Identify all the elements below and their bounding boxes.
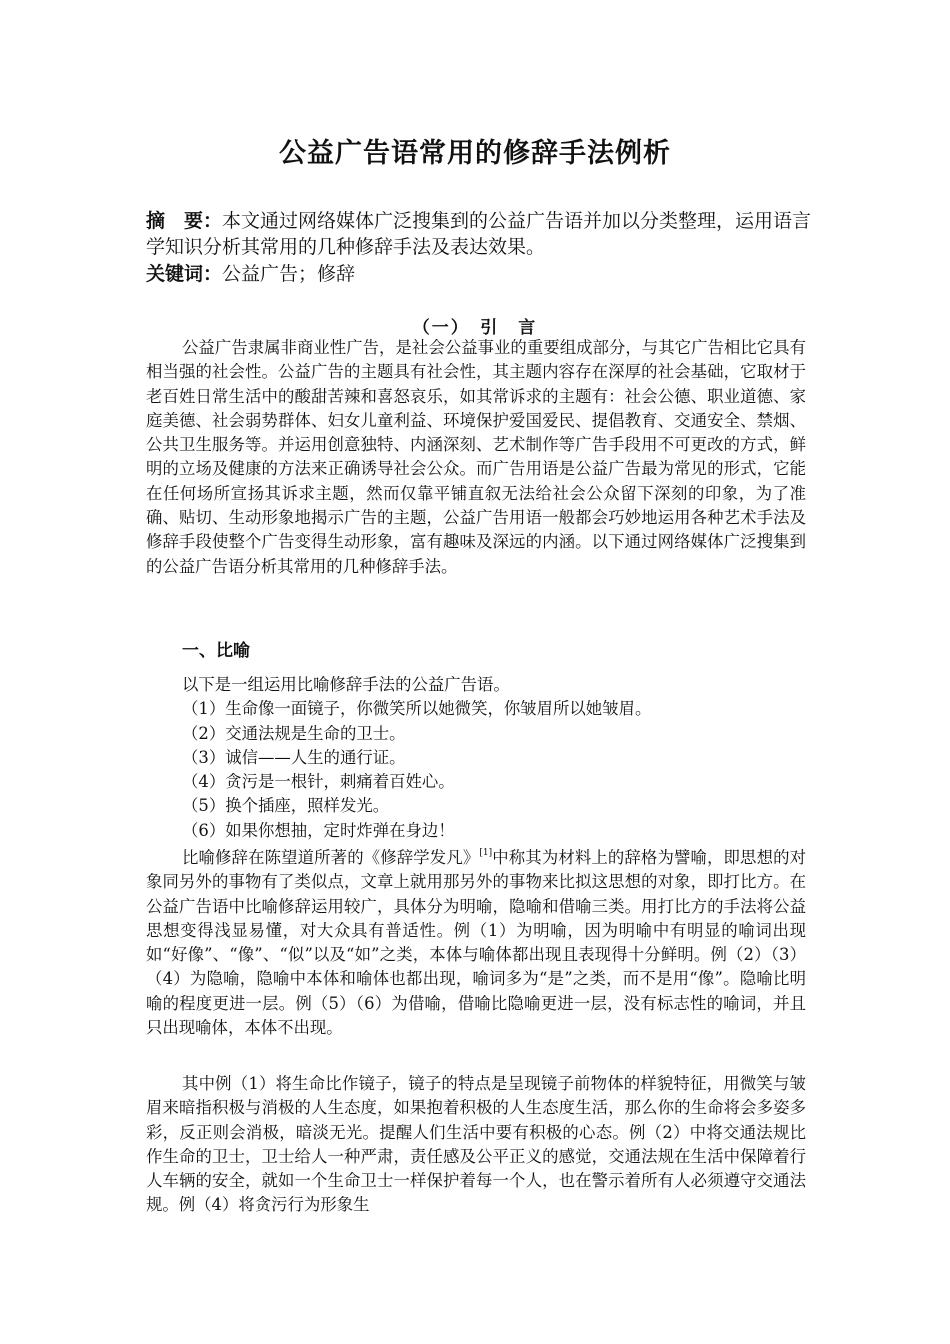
example-item: （4）贪污是一根针，刺痛着百姓心。 xyxy=(182,772,455,792)
keywords-text: 公益广告；修辞 xyxy=(222,263,356,285)
para4-text: 其中例（1）将生命比作镜子，镜子的特点是呈现镜子前物体的样貌特征，用微笑与皱眉来暗指积极与消极的人生态度，如果抱着积极的人生态度生活，那么你的生命将会多姿多彩，反正则会消极，暗淡无光。提醒人们生活中要有积极的心态。例（2）中将交通法规比作生命的卫士，卫士给人一种严肃，责任感及公平正义的感觉，交通法规在生活中保障着行人车辆的安全，就如一个生命卫士一样保护着每一个人，也在警示着所有人必须遵守交通法规。例（4）将贪污行为形象生 xyxy=(146,1074,806,1215)
heading-metaphor: 一、比喻 xyxy=(182,641,250,661)
abstract-label: 摘 要： xyxy=(146,210,223,232)
abstract xyxy=(146,208,816,260)
document-title: 公益广告语常用的修辞手法例析 xyxy=(279,138,671,169)
examples-intro: 以下是一组运用比喻修辞手法的公益广告语。 xyxy=(182,675,510,694)
para3-text-b: 中称其为材料上的辞格为譬喻，即思想的对象同另外的事物有了类似点，文章上就用那另外的事物来比拟这思想的对象，即打比方。在公益广告语中比喻修辞运用较广，具体分为明喻，隐喻和借喻三类。用打比方的手法将公益思想变得浅显易懂，对大众具有普适性。例（1）为明喻，因为明喻中有明显的喻词出现如“好像”、“像”、“似”以及“如”之类，本体与喻体都出现且表现得十分鲜明。例（2）（3）（4）为隐喻，隐喻中本体和喻体也都出现，喻词多为“是”之类，而不是用“像”。隐喻比明喻的程度更进一层。例（5）（6）为借喻，借喻比隐喻更进一层，没有标志性的喻词，并且只出现喻体，本体不出现。 xyxy=(146,848,807,1038)
example-item: （5）换个插座，照样发光。 xyxy=(182,796,390,816)
metaphor-analysis-paragraph xyxy=(146,846,806,1040)
examples-list xyxy=(182,673,822,843)
example-explanation-paragraph xyxy=(146,1072,806,1218)
example-item: （6）如果你想抽，定时炸弹在身边！ xyxy=(182,820,455,840)
example-item: （2）交通法规是生命的卫士。 xyxy=(182,723,406,743)
abstract-text: 本文通过网络媒体广泛搜集到的公益广告语并加以分类整理，运用语言学知识分析其常用的几种修辞手法及表达效果。 xyxy=(146,210,812,258)
keywords-label: 关键词： xyxy=(146,263,223,285)
citation-marker: [1] xyxy=(479,848,493,858)
para3-text-a: 比喻修辞在陈望道所著的《修辞学发凡》 xyxy=(182,848,480,867)
section-title-intro: （一） 引 言 xyxy=(412,318,538,338)
example-item: （1）生命像一面镜子，你微笑所以她微笑，你皱眉所以她皱眉。 xyxy=(182,699,652,719)
intro-paragraph-text: 公益广告隶属非商业性广告，是社会公益事业的重要组成部分，与其它广告相比它具有相当强的社会性。公益广告的主题具有社会性，其主题内容存在深厚的社会基础，它取材于老百姓日常生活中的酸甜苦辣和喜怒哀乐，如其常诉求的主题有：社会公德、职业道德、家庭美德、社会弱势群体、妇女儿童利益、环境保护爱国爱民、提倡教育、交通安全、禁烟、公共卫生服务等。并运用创意独特、内涵深刻、艺术制作等广告手段用不可更改的方式，鲜明的立场及健康的方法来正确诱导社会公众。而广告用语是公益广告最为常见的形式，它能在任何场所宣扬其诉求主题，然而仅靠平铺直叙无法给社会公众留下深刻的印象，为了准确、贴切、生动形象地揭示广告的主题，公益广告用语一般都会巧妙地运用各种艺术手法及修辞手段使整个广告变得生动形象，富有趣味及深远的内涵。以下通过网络媒体广泛搜集到的公益广告语分析其常用的几种修辞手法。 xyxy=(146,338,806,576)
intro-paragraph xyxy=(146,336,806,579)
keywords xyxy=(146,262,816,286)
example-item: （3）诚信——人生的通行证。 xyxy=(182,747,406,767)
